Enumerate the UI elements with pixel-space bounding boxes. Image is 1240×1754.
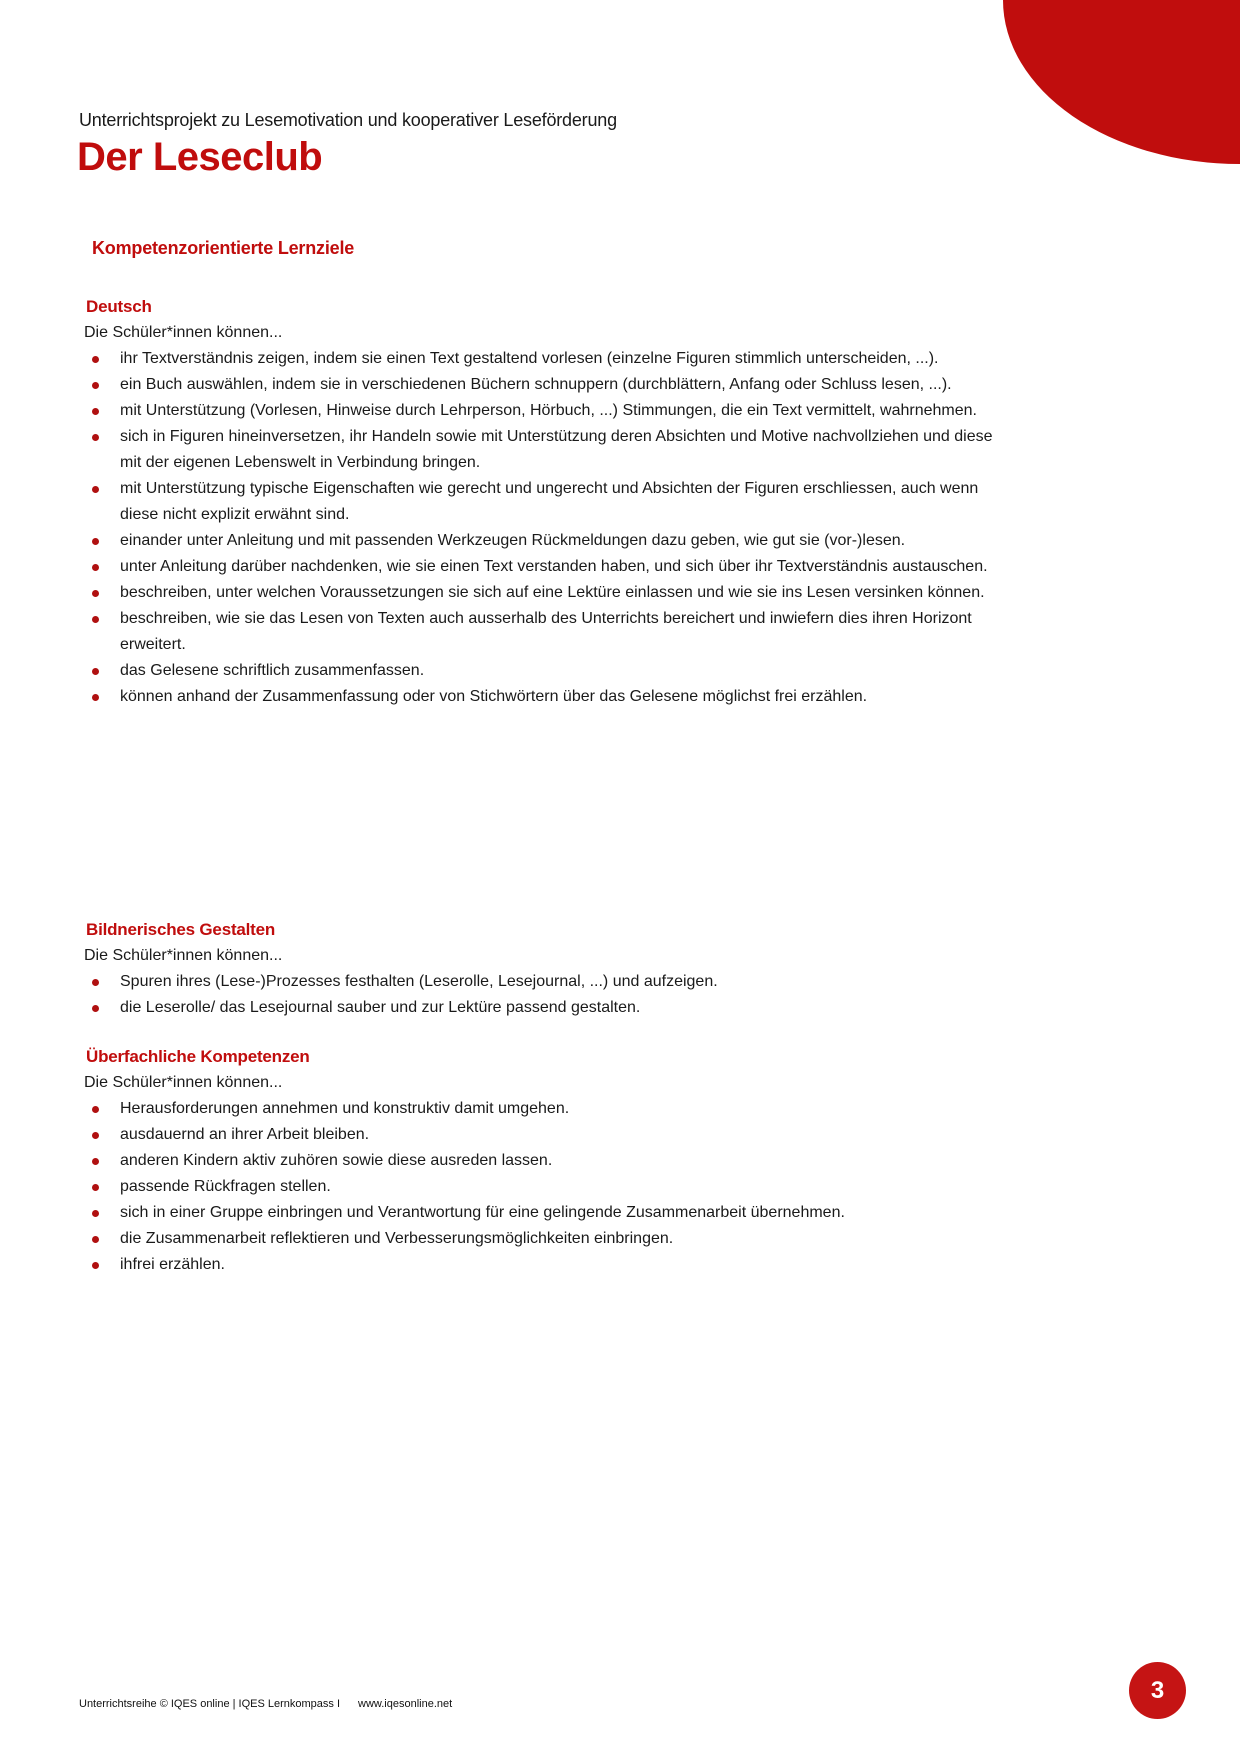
bullet-text: ausdauernd an ihrer Arbeit bleiben. xyxy=(120,1126,370,1143)
bullet-dot-icon xyxy=(92,538,99,545)
bullet-text: einander unter Anleitung und mit passenden Werkzeugen Rückmeldungen dazu geben, wie gut sie (vor-)lesen. xyxy=(120,532,906,549)
bullet-dot-icon xyxy=(92,1158,99,1165)
bullet-text: die Leserolle/ das Lesejournal sauber und zur Lektüre passend gestalten. xyxy=(120,999,641,1016)
bullet-text: sich in einer Gruppe einbringen und Verantwortung für eine gelingende Zusammenarbeit übernehmen. xyxy=(120,1204,845,1221)
list-item xyxy=(79,554,1009,580)
list-item xyxy=(79,528,1009,554)
section-intro: Die Schüler*innen können... xyxy=(84,324,283,341)
list-item xyxy=(79,580,1009,606)
footer-url: www.iqesonline.net xyxy=(358,1698,453,1710)
bullet-dot-icon xyxy=(92,1132,99,1139)
list-item xyxy=(79,346,1009,372)
bullet-text: das Gelesene schriftlich zusammenfassen. xyxy=(120,662,425,679)
section-ueberfachliche-kompetenzen xyxy=(79,1044,1009,1278)
bullet-dot-icon xyxy=(92,486,99,493)
section-deutsch xyxy=(79,294,1009,710)
section-intro: Die Schüler*innen können... xyxy=(84,947,283,964)
section-heading: Deutsch xyxy=(86,297,152,316)
bullet-dot-icon xyxy=(92,1262,99,1269)
list-item xyxy=(79,476,1009,528)
bullet-dot-icon xyxy=(92,590,99,597)
bullet-text: anderen Kindern aktiv zuhören sowie diese ausreden lassen. xyxy=(120,1152,553,1169)
list-item xyxy=(79,1148,1009,1174)
bullet-text: passende Rückfragen stellen. xyxy=(120,1178,331,1195)
main-heading: Kompetenzorientierte Lernziele xyxy=(92,238,355,258)
bullet-text: ihfrei erzählen. xyxy=(120,1256,225,1273)
bullet-text: mit Unterstützung (Vorlesen, Hinweise durch Lehrperson, Hörbuch, ...) Stimmungen, die ein Text vermittelt, wahrnehmen. xyxy=(120,402,977,419)
bullet-dot-icon xyxy=(92,408,99,415)
bullet-text: Spuren ihres (Lese-)Prozesses festhalten (Leserolle, Lesejournal, ...) und aufzeigen. xyxy=(120,973,718,990)
page-number-badge xyxy=(1129,1662,1186,1719)
bullet-list xyxy=(79,1096,1009,1278)
list-item xyxy=(79,372,1009,398)
list-item xyxy=(79,398,1009,424)
bullet-text: Herausforderungen annehmen und konstruktiv damit umgehen. xyxy=(120,1100,570,1117)
bullet-dot-icon xyxy=(92,1184,99,1191)
section-heading: Überfachliche Kompetenzen xyxy=(86,1047,310,1066)
bullet-dot-icon xyxy=(92,382,99,389)
section-intro: Die Schüler*innen können... xyxy=(84,1074,283,1091)
bullet-dot-icon xyxy=(92,668,99,675)
page-title: Der Leseclub xyxy=(77,135,323,179)
list-item xyxy=(79,1252,1009,1278)
bullet-dot-icon xyxy=(92,979,99,986)
footer-text: Unterrichtsreihe © IQES online | IQES Lernkompass I xyxy=(79,1698,341,1710)
bullet-dot-icon xyxy=(92,694,99,701)
document-subtitle: Unterrichtsprojekt zu Lesemotivation und kooperativer Leseförderung xyxy=(79,110,617,130)
footer xyxy=(79,1697,452,1711)
bullet-text: sich in Figuren hineinversetzen, ihr Handeln sowie mit Unterstützung deren Absichten und Motive nachvollziehen und diese mit der eigenen Lebenswelt in Verbindung bringen. xyxy=(120,428,993,471)
page-number: 3 xyxy=(1150,1676,1165,1704)
bullet-text: beschreiben, wie sie das Lesen von Texten auch ausserhalb des Unterrichts bereichert und inwiefern dies ihren Horizont erweitert. xyxy=(120,610,972,653)
list-item xyxy=(79,995,1009,1021)
bullet-list xyxy=(79,346,1009,710)
list-item xyxy=(79,1096,1009,1122)
bullet-dot-icon xyxy=(92,434,99,441)
corner-decoration xyxy=(1003,0,1240,164)
bullet-text: mit Unterstützung typische Eigenschaften wie gerecht und ungerecht und Absichten der Figuren erschliessen, auch wenn diese nicht explizit erwähnt sind. xyxy=(120,480,979,523)
bullet-text: ein Buch auswählen, indem sie in verschiedenen Büchern schnuppern (durchblättern, Anfang oder Schluss lesen, ...). xyxy=(120,376,952,393)
bullet-dot-icon xyxy=(92,1106,99,1113)
bullet-text: unter Anleitung darüber nachdenken, wie sie einen Text verstanden haben, und sich über ihr Textverständnis austauschen. xyxy=(120,558,988,575)
list-item xyxy=(79,969,1009,995)
list-item xyxy=(79,1122,1009,1148)
bullet-text: ihr Textverständnis zeigen, indem sie einen Text gestaltend vorlesen (einzelne Figuren stimmlich unterscheiden, ...). xyxy=(120,350,939,367)
list-item xyxy=(79,424,1009,476)
list-item xyxy=(79,1226,1009,1252)
list-item xyxy=(79,1200,1009,1226)
list-item xyxy=(79,684,1009,710)
bullet-dot-icon xyxy=(92,1210,99,1217)
bullet-dot-icon xyxy=(92,1236,99,1243)
list-item xyxy=(79,1174,1009,1200)
section-heading: Bildnerisches Gestalten xyxy=(86,920,276,939)
bullet-text: können anhand der Zusammenfassung oder von Stichwörtern über das Gelesene möglichst frei erzählen. xyxy=(120,688,868,705)
list-item xyxy=(79,658,1009,684)
bullet-list xyxy=(79,969,1009,1021)
section-bildnerisches-gestalten xyxy=(79,917,1009,1021)
bullet-text: beschreiben, unter welchen Voraussetzungen sie sich auf eine Lektüre einlassen und wie sie ins Lesen versinken können. xyxy=(120,584,985,601)
list-item xyxy=(79,606,1009,658)
bullet-dot-icon xyxy=(92,1005,99,1012)
bullet-dot-icon xyxy=(92,616,99,623)
bullet-text: die Zusammenarbeit reflektieren und Verbesserungsmöglichkeiten einbringen. xyxy=(120,1230,674,1247)
bullet-dot-icon xyxy=(92,356,99,363)
bullet-dot-icon xyxy=(92,564,99,571)
